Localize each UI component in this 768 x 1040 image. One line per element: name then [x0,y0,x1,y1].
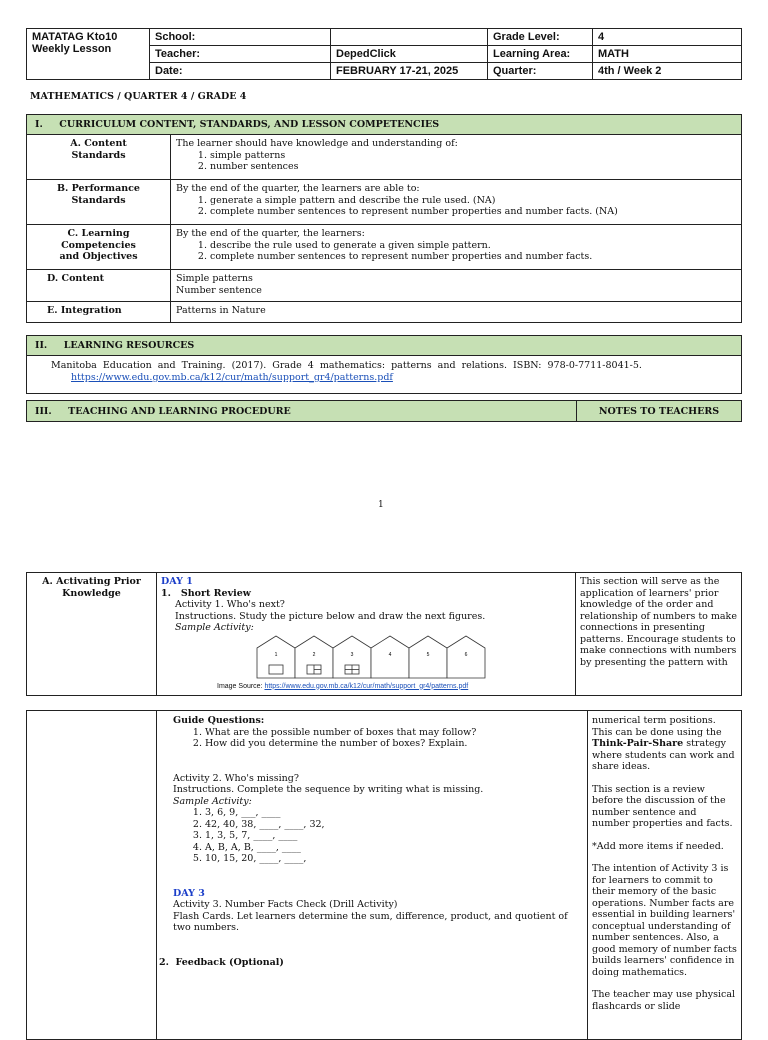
content-standards-cell [171,135,742,180]
notes-paragraph-4: The intention of Activity 3 is for learners to commit to their memory of the basic operations. Number facts are essential in building learners' conceptual understanding of number sentences. Also, a good memory of number facts builds learners' confidence in doing mathematics. [592,863,737,978]
page-number: 1 [378,500,384,510]
activating-knowledge-label: A. Activating Prior Knowledge [27,573,157,696]
list-item: 1. describe the rule used to generate a given simple pattern. [210,240,736,252]
header-table [26,28,742,80]
house-number: 6 [464,651,468,658]
house-number: 3 [350,651,354,658]
teacher-label: Teacher: [150,46,331,63]
house-figure [257,636,295,678]
learning-competencies-list [176,240,736,263]
house-figure [333,636,371,678]
grade-value: 4 [593,29,742,46]
house-figure [295,636,333,678]
notes-paragraph-1 [592,715,737,773]
sequence-list [173,807,583,865]
day-1-label: DAY 1 [161,576,193,587]
house-figure [447,636,485,678]
feedback-heading: 2. Feedback (Optional) [159,956,284,968]
activity-3-title: Activity 3. Number Facts Check (Drill Activity) [173,899,398,910]
title-line-1: MATATAG Kto10 [32,31,118,43]
activity-2-instructions: Instructions. Complete the sequence by writing what is missing. [173,784,484,795]
notes-text: strategy where students can work and share ideas. [592,738,735,772]
activity-1-instructions: Instructions. Study the picture below and draw the next figures. [175,610,486,622]
section-2-header [26,335,742,356]
section-3-header [26,400,742,422]
section-1-header [26,114,742,135]
short-review-heading: 1. Short Review [161,587,251,599]
date-value: FEBRUARY 17-21, 2025 [331,63,488,80]
integration-cell [171,302,742,323]
sample-activity-label-2: Sample Activity: [173,795,252,807]
house-pattern-figure [255,634,495,680]
list-item: 4. A, B, A, B, ____, ____ [205,842,583,854]
image-source-label: Image Source: [217,682,265,690]
school-value [331,29,488,46]
house-number: 1 [274,651,278,658]
integration-line: Patterns in Nature [176,305,266,316]
content-cell [171,270,742,302]
title-line-2: Weekly Lesson [32,43,112,55]
school-label: School: [150,29,331,46]
area-label: Learning Area: [488,46,593,63]
quarter-label: Quarter: [488,63,593,80]
list-item: 2. How did you determine the number of boxes? Explain. [205,738,583,750]
performance-standards-intro: By the end of the quarter, the learners are able to: [176,183,420,194]
sample-activity-label: Sample Activity: [175,622,254,633]
performance-standards-list [176,195,736,218]
integration-label: E. Integration [27,302,171,323]
empty-label-cell [27,711,157,1040]
activity-2-title: Activity 2. Who's missing? [173,772,299,784]
list-item: 1. 3, 6, 9, ___, ____ [205,807,583,819]
procedure-a-table [26,572,742,696]
learning-competencies-intro: By the end of the quarter, the learners: [176,228,365,239]
list-item: 2. 42, 40, 38, ____, ____, 32, [205,819,583,831]
list-item: 2. number sentences [210,161,736,173]
activating-knowledge-cell [157,573,576,696]
notes-cell-b [588,711,742,1040]
grade-label: Grade Level: [488,29,593,46]
notes-cell-a: This section will serve as the application of learners' prior knowledge of the order and relationship of numbers to make connections in presenting patterns. Encourage students to make connections with numbers by presenting the pattern with [576,573,742,696]
day-3-label: DAY 3 [173,887,205,899]
list-item: 2. complete number sentences to represent number properties and number facts. (NA) [210,206,736,218]
house-number: 5 [426,651,430,658]
performance-standards-cell [171,180,742,225]
think-pair-share: Think-Pair-Share [592,738,684,749]
content-line: Number sentence [176,284,262,296]
quarter-value: 4th / Week 2 [593,63,742,80]
image-source [161,681,571,693]
activity-1-title: Activity 1. Who's next? [175,599,285,610]
learning-competencies-cell [171,225,742,270]
procedure-b-content [157,711,588,1040]
flash-cards-text: Flash Cards. Let learners determine the sum, difference, product, and quotient of two numbers. [173,910,568,933]
resource-link[interactable]: https://www.edu.gov.mb.ca/k12/cur/math/support_gr4/patterns.pdf [71,372,393,383]
house-figure [371,636,409,678]
area-value: MATH [593,46,742,63]
section-3-title: III. TEACHING AND LEARNING PROCEDURE [35,406,291,417]
content-label: D. Content [27,270,171,302]
procedure-b-table [26,710,742,1040]
list-item: 3. 1, 3, 5, 7, ____, ____ [205,830,583,842]
house-figure [409,636,447,678]
section-1-title: I. CURRICULUM CONTENT, STANDARDS, AND LESSON COMPETENCIES [35,119,440,130]
curriculum-table [26,134,742,323]
list-item: 5. 10, 15, 20, ____, ____, [205,853,583,865]
resource-citation: Manitoba Education and Training. (2017). Grade 4 mathematics: patterns and relations. ISBN: 978-0-7711-8041-5. [51,360,642,371]
guide-questions-list [173,727,583,750]
subject-line: MATHEMATICS / QUARTER 4 / GRADE 4 [30,91,247,102]
content-standards-label: A. Content Standards [27,135,171,180]
section-2-title: II. LEARNING RESOURCES [35,340,195,351]
learning-competencies-label: C. Learning Competencies and Objectives [27,225,171,270]
list-item: 1. simple patterns [210,150,736,162]
list-item: 2. complete number sentences to represent number properties and number facts. [210,251,736,263]
content-standards-list [176,150,736,173]
notes-text: numerical term positions. This can be done using the [592,715,722,738]
guide-questions-title: Guide Questions: [173,715,265,726]
list-item: 1. What are the possible number of boxes that may follow? [205,727,583,739]
list-item: 1. generate a simple pattern and describe the rule used. (NA) [210,195,736,207]
teacher-value: DepedClick [331,46,488,63]
image-source-link[interactable]: https://www.edu.gov.mb.ca/k12/cur/math/support_gr4/patterns.pdf [264,682,469,690]
house-number: 4 [388,651,392,658]
house-number: 2 [312,651,316,658]
weekly-lesson-title [27,29,150,80]
notes-paragraph-3: *Add more items if needed. [592,840,724,852]
resources-box [26,356,742,394]
notes-paragraph-5: The teacher may use physical flashcards or slide [592,989,736,1012]
content-standards-intro: The learner should have knowledge and understanding of: [176,138,458,149]
content-line: Simple patterns [176,273,253,284]
notes-paragraph-2: This section is a review before the discussion of the number sentence and number properties and facts. [592,783,733,829]
notes-title: NOTES TO TEACHERS [598,406,720,417]
performance-standards-label: B. Performance Standards [27,180,171,225]
date-label: Date: [150,63,331,80]
